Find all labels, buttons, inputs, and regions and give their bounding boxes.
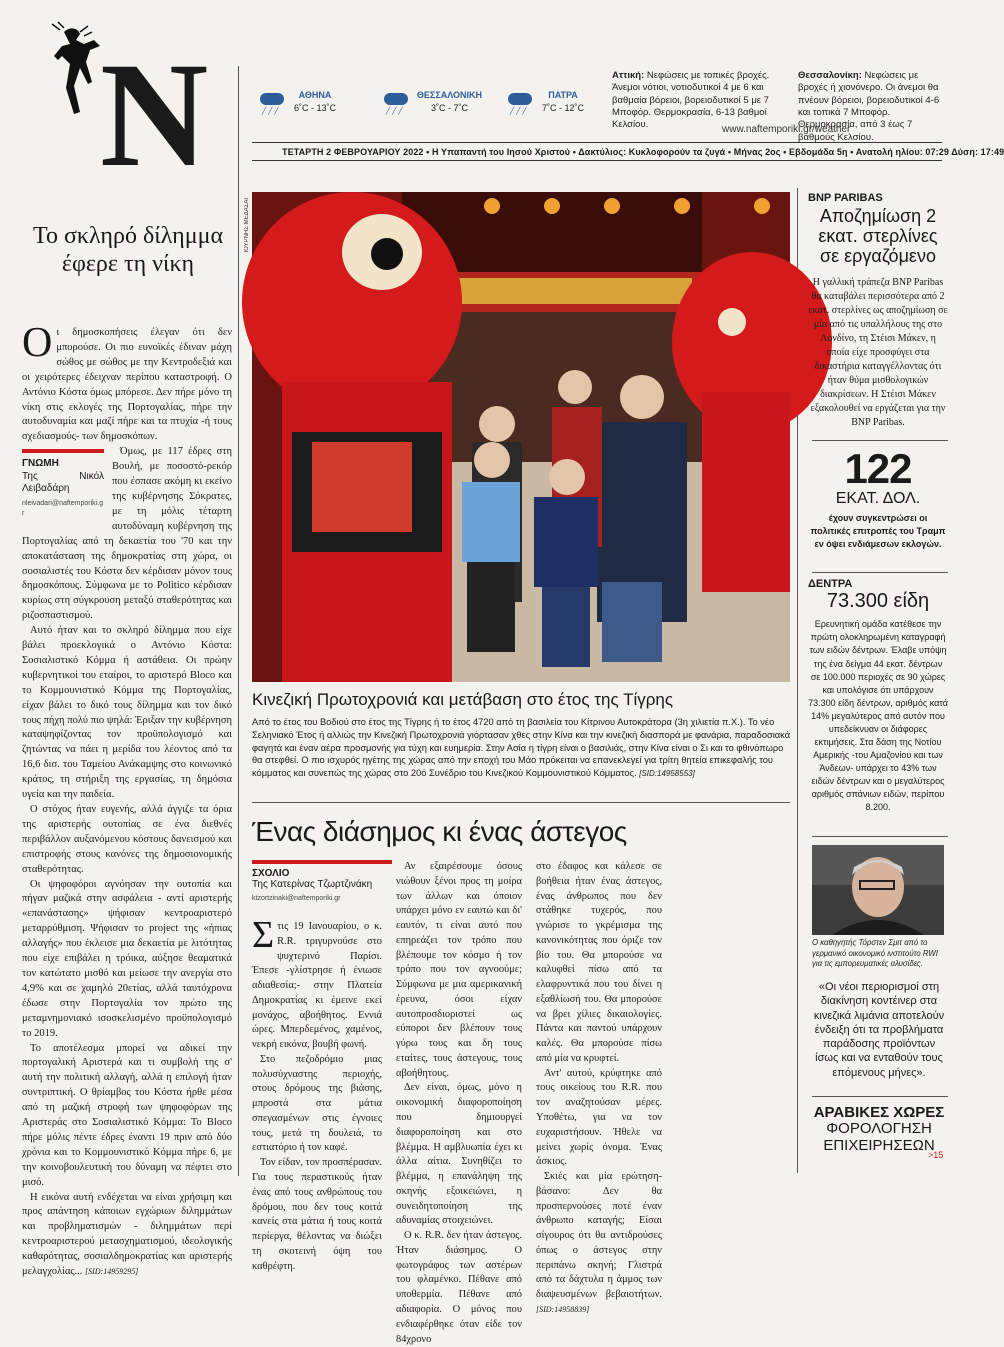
- dateline: ΤΕΤΑΡΤΗ 2 ΦΕΒΡΟΥΑΡΙΟΥ 2022 • Η Υπαπαντή του Ιησού Χριστού • Δακτύλιος: Κυκλοφορούν τα ζυγά • Μήνας 2ος • Εβδομάδα 5η • Ανατολή ηλίου: 07:29 Δύση: 17:49: [252, 142, 942, 161]
- paragraph: τις 19 Ιανουαρίου, ο κ. R.R. τριγυρνούσε στο ψυχτερινό Παρίσι. Έπεσε -γλίστρησε ή ένιωσε αδιαθεσία;- στην Πλατεία Δημοκρατίας κι έμεινε εκεί μονάχος, αβοήθητος. Εννιά ώρες. Μπερδεμένος, χαμένος, νεκρή εικόνα, βουβή φωνή.: [252, 921, 382, 1051]
- masthead-letter: N: [100, 32, 205, 198]
- paragraph: Ο κ. R.R. δεν ήταν άστεγος. Ήταν διάσημος. Ο φωτογράφος των αστέρων του φλαμένκο. Πέθανε από υποθερμία. Πέθανε από αδιαφορία. Ο μόνος που ενδιαφέρθηκε όταν είδε τον 84χρονο: [396, 1230, 522, 1345]
- opinion-body: [22, 320, 232, 1280]
- paragraph: Σκιές και μία ερώτηση-βάσανο: Δεν θα προσπερνούσες ποτέ έναν άνθρωπο καταγής; Είσαι σίγουρος ότι θα αντιδρούσες όπως ο άστεγος στην περιπάνω σκηνή; Γλιστρά από τα δάχτυλα η άμμος των διαψευσμένων βεβαιοτήτων.: [536, 1171, 662, 1301]
- story-column-3: [536, 860, 662, 1318]
- rail-divider: [812, 440, 948, 441]
- rain-cloud-icon: ╱╱╱: [506, 91, 534, 113]
- dropcap: Ο: [22, 320, 53, 366]
- teaser-line: ΦΟΡΟΛΟΓΗΣΗ: [826, 1120, 932, 1137]
- forecast-label: Αττική:: [612, 70, 645, 81]
- forecast-label: Θεσσαλονίκη:: [798, 70, 862, 81]
- weather-city-thessaloniki: [382, 82, 482, 122]
- photo-credit: ΙΟΥΡΝΗΣ ΜΕΔΑΣΑΙ: [244, 198, 250, 253]
- sid-tag: [SID:14958839]: [536, 1304, 590, 1314]
- rail-divider: [812, 836, 948, 837]
- forecast-text: Νεφώσεις με βροχές ή χιονόνερο. Οι άνεμοι θα πνέουν βόρειοι, βορειοδυτικοί 4-6 και τοπικά 7 Μποφόρ. Θερμοκρασία, από 3 έως 7 βαθμούς Κελσίου.: [798, 70, 940, 143]
- forecast-text: Νεφώσεις με τοπικές βροχές. Άνεμοι νότιοι, νοτιοδυτικοί 4 με 6 και βαθμαία βόρειοι, βορειοδυτικοί 5 με 7 Μποφόρ. Θερμοκρασία, 6-13 βαθμοί Κελσίου.: [612, 70, 770, 131]
- paragraph: Η εικόνα αυτή ενδέχεται να είναι χρήσιμη και προς απάντηση κάποιων εγχώριων διλημμάτων και προβληματισμών - διλημμάτων περί κεντροαριστερού μετασχηματισμού, ιδεολογικής καθαρότητας, σοσιαλδημοκρατίας και αριστερής μελαγχολίας...: [22, 1191, 232, 1278]
- photo-caption-title: Κινεζική Πρωτοχρονιά και μετάβαση στο έτος της Τίγρης: [252, 690, 674, 709]
- bnp-story: [808, 192, 948, 430]
- paragraph: Δεν είναι, όμως, μόνο η οικονομική διαφοροποίηση που δημιουργεί διαφοροποίηση και στο βλέμμα. Η αμβλυωπία έχει κι άλλα αίτια. Συνηθίζει το βλέμμα, η επανάληψη της σκηνής εξοικειώνει, η συνειδητοποίηση της αδυναμίας στοιχειώνει.: [396, 1082, 522, 1227]
- story-body: Ερευνητική ομάδα κατέθεσε την πρώτη ολοκληρωμένη καταγραφή των ειδών δέντρων. Έλαβε υπόψη της ένα δείγμα 44 εκατ. δέντρων σε 100.000 περιοχές σε 90 χώρες και υπολόγισε ότι υπάρχουν 73.300 είδη δέντρων, αριθμός κατά 14% μεγαλύτερος από αυτόν που υπεδείκνυαν οι διάφορες εκτιμήσεις. Στα δάση της Νοτίου Αμερικής -του Αμαζονίου και των Άνδεων- υπάρχει το 43% των ειδών δέντρων και ο μεγαλύτερος αριθμός σπάνιων ειδών, περίπου 8.200.: [808, 619, 948, 813]
- photo-caption-body: [252, 716, 792, 780]
- weather-city-patra: [506, 82, 606, 122]
- column-divider: [238, 66, 239, 1176]
- city-name: ΑΘΗΝΑ: [298, 90, 332, 101]
- paragraph: Το αποτέλεσμα μπορεί να αδικεί την πορτογαλική Αριστερά και τι συμβολή της σ' αυτή την πολιτική αλλαγή, αλλά η επιλογή ήταν συντριπτική. Ο θρίαμβος του Κόστα ήρθε μέσα από τη μαζική στροφή των ψηφοφόρων της Αριστεράς στο Σοσιαλιστικό Κόμμα: Το Bloco πήρε μόλις πέντε έδρες έναντι 19 πριν από δύο χρόνια και το Κομμουνιστικό Κόμμα πήρε 6, με την κοινοβουλευτική του δύναμη να πέφτει στο μισό.: [22, 1042, 232, 1188]
- paragraph: ι δημοσκοπήσεις έλεγαν ότι δεν μπορούσε. Οι πιο ευνοϊκές έδιναν μάχη σώθος με σώθος με την Κεντροδεξιά και οι χειρότερες έδειχναν περίπου καταστροφή. Ο Αντόνιο Κόστα όμως μπόρεσε. Δεν πήρε μόνο τη νίκη στις εκλογές της Πορτογαλίας, πήρε την αυτοδυναμία και μαζί πήρε και τα πτυχία -ή τους σχεδιασμούς- των δημοσκόπων.: [22, 327, 232, 443]
- story-column-2: [396, 860, 522, 1347]
- author-email[interactable]: nleivadari@naftemporiki.gr: [22, 500, 104, 518]
- story-columns: [252, 860, 792, 1345]
- city-temp: 3˚C - 7˚C: [430, 103, 468, 113]
- dropcap: Σ: [252, 914, 275, 956]
- story-headline: 73.300 είδη: [826, 590, 930, 612]
- paragraph: στο έδαφος και κάλεσε σε βοήθεια ήταν ένας άστεγος, ένας άνθρωπος που δεν στάθηκε τυχερός, που γνώρισε το γκρέμισμα της κανονικότητας που όριζε τον βίο του. Θα μπορούσε να καλυφθεί πίσω από τα ελαφρυντικά που του δίνει η εξαθλίωσή του. Θα μπορούσε να βρει χίλιες δικαιολογίες. Πάντα και παντού υπάρχουν καλές. Θα μπορούσε πίσω από μία να κρυφτεί.: [536, 861, 662, 1064]
- weather-strip: [258, 82, 606, 122]
- story-title: Ένας διάσημος κι ένας άστεγος: [252, 816, 627, 847]
- section-kicker: ΔΕΝΤΡΑ: [808, 578, 853, 590]
- city-temp: 6˚C - 13˚C: [294, 103, 337, 113]
- paragraph: Αντ' αυτού, κρύφτηκε από τους οικείους του R.R. που τον αναζητούσαν μέρες. Υποθέτω, για να τον ευχαριστήσουν. Ήθελε να μείνει χωρίς όνομα. Ένας άσκιος.: [536, 1067, 662, 1168]
- teaser-kicker: ΑΡΑΒΙΚΕΣ ΧΩΡΕΣ: [813, 1104, 945, 1121]
- forecast-attica: [612, 70, 784, 132]
- story-headline: Αποζημίωση 2 εκατ. στερλίνες σε εργαζόμενο: [818, 206, 938, 267]
- city-name: ΠΑΤΡΑ: [548, 90, 578, 101]
- number-body: έχουν συγκεντρώσει οι πολιτικές επιτροπές του Τραμπ εν όψει ενδιάμεσων εκλογών.: [810, 512, 946, 549]
- pull-quote: «Οι νέοι περιορισμοί στη διακίνηση κοντέινερ στα κινεζικά λιμάνια αποτελούν ένδειξη ότι τα προβλήματα παράδοσης προϊόντων ίσως και να ενταθούν τους επόμενους μήνες».: [813, 981, 945, 1079]
- city-temp: 7˚C - 12˚C: [542, 103, 585, 113]
- paragraph: Ο στόχος ήταν ευγενής, αλλά άγγιζε τα όρια της αριστερής ουτοπίας σε ένα διεθνές περιβάλλον αυξανόμενου κόστους δανεισμού και επιστροφής στους κανόνες της δημοσιονομικής σταθερότητας.: [22, 804, 232, 875]
- big-number: 122: [844, 445, 912, 492]
- section-kicker: BNP PARIBAS: [808, 192, 883, 204]
- sid-tag: [SID:14959295]: [85, 1267, 139, 1277]
- paragraph: Όμως, με 117 έδρες στη Βουλή, με ποσοστό-ρεκόρ που έσπασε ακόμη κι εκείνο της κυβέρνησης Σόκρατες, με τη μόλις τέταρτη αυτοδύναμη κυβέρνηση της Πορτογαλίας από τη δεκαετία του '70 και την αποκατάσταση της δημοκρατίας στη χώρα, οι σοσιαλιστές του Κόστα δεν κέρδισαν μόνον τους δημοσκόπους. Σύμφωνα με το Politico κέρδισαν κυρίως στη σύγκρουση μεταξύ σταθερότητας και ριζοσπαστισμού.: [22, 446, 232, 622]
- sid-tag: [SID:14958553]: [639, 769, 695, 779]
- story-column-1: [252, 914, 382, 1274]
- page-reference[interactable]: >15: [928, 1150, 944, 1160]
- paragraph: Τον είδαν, τον προσπέρασαν. Για τους περαστικούς ήταν ένας από τους ανθρώπους του δρόμου, που δεν τους κοιτά κανείς στα μάτια ή τους κοιτά περίεργα, θέλοντας να διώξει τη σκοτεινή όψη του καθρέφτη.: [252, 1157, 382, 1272]
- caption-text: Από το έτος του Βοδιού στο έτος της Τίγρης ή το έτος 4720 από τη βασιλεία του Κίτρινου Αυτοκράτορα (3η χιλιετία π.Χ.). Το νέο Σεληνιακό Έτος ή αλλιώς την Κινεζική Πρωτοχρονιά γιόρτασαν χθες στην Κίνα και την κινεζική διασπορά με φανάρια, παραδοσιακά φαγητά και έναν αέρα προσμονής για τύχη και ευημερία. Στην Ασία η τίγρη είναι ο βασιλιάς, στην Κίνα είναι ο Σι και το φθινόπωρο θα στεφθεί. Ο πιο ισχυρός ηγέτης της χώρας από την εποχή του Μάο πρόκειται να επανεκλεγεί για τρίτη θητεία επικεφαλής του κόμματος και συνεπώς της χώρας στο 20ό Συνέδριο του Κινεζικού Κομμουνιστικού Κόμματος.: [252, 717, 791, 779]
- rail-divider: [812, 1096, 948, 1097]
- paragraph: Οι ψηφοφόροι αγνόησαν την ουτοπία και πήγαν μαζικά στην ασφάλεια - αντί αριστερής «επανάστασης» ψήφισαν κεντροαριστερό μεταρρύθμιση. Ψήφισαν το project της «ήπιας αλλαγής» που έκλεισε μια δεκαετία με λιτότητας που είχε επιβάλει η τρόικα, αύξησε θεαματικά τον κατώτατο μισθό και μείωσε την ανεργία στο 4,9% και σε χαμηλό 20ετίας, αλλά ταυτόχρονα έδωσε στην Πορτογαλία τον πρώτο της μεταμνημονιακό ισοσκελισμένο προϋπολογισμό το 2019.: [22, 878, 232, 1039]
- section-kicker: ΓΝΩΜΗ: [22, 458, 59, 470]
- paragraph: Στο πεζοδρόμιο μιας πολυσύχναστης περιοχής, στους δρόμους της βιάσης, μπροστά στα μάτια σπεγασμένων στις έγνοιες τους, μετά τη δουλειά, το εστιατόριο ή τον καφέ.: [252, 1053, 382, 1154]
- arab-teaser: [812, 1104, 946, 1154]
- portrait-photo: [812, 845, 944, 935]
- paragraph: Αυτό ήταν και το σκληρό δίλημμα που είχε βάλει προεκλογικά ο Αντόνιο Κόστα: Σοσιαλιστικό Κόμμα ή αστάθεια. Οι πρώην κυβερνητικοί του εταίροι, το αριστερό Bloco και το Κομμουνιστικό Κόμμα της Πορτογαλίας, είχαν βάλει το δικό τους δίλημμα και τον δικό τους πήχη πολύ πιο ψηλά: Έριξαν την κυβέρνηση καταψηφίζοντας τον προϋπολογισμό και ζητώντας να πάει η μερίδα του λέοντος από τα 16,6 δισ. του Ταμείου Ανάκαμψης στο κοινωνικό κράτος, τη στήριξη της εργασίας, τη δημόσια υγεία και την παιδεία.: [22, 625, 232, 801]
- city-name: ΘΕΣΣΑΛΟΝΙΚΗ: [416, 90, 482, 101]
- author-email[interactable]: ktzortzinaki@naftemporiki.gr: [252, 895, 341, 902]
- rain-cloud-icon: ╱╱╱: [382, 91, 409, 113]
- weather-url[interactable]: www.naftemporiki.gr/weather: [722, 124, 851, 135]
- opinion-byline: [22, 449, 104, 519]
- weather-city-athens: [258, 82, 358, 122]
- section-kicker: ΣΧΟΛΙΟ: [252, 868, 290, 879]
- author-name: Της Κατερίνας Τζωρτζινάκη: [252, 879, 373, 890]
- portrait-caption: Ο καθηγητής Τόρστεν Σμιτ από το γερμανικό οικονομικό ινστιτούτο RWI για τις εμπορευματικές αλυσίδες.: [812, 938, 938, 969]
- rain-cloud-icon: ╱╱╱: [258, 91, 286, 113]
- paragraph: Αν εξαιρέσουμε όσους νιώθουν ξένοι προς τη μοίρα των άλλων και όποιον υπάρχει μόνο εν εαυτώ και δι' εαυτόν, τι είναι αυτό που επηρεάζει τον τρόπο που βλέπουμε τον κόσμο ή τον τρόπο που τον αγνοούμε; Σύμφωνα με μια αμερικανική έρευνα, όσοι είχαν αυτοπροσδιοριστεί ως εύποροι δεν βλέπουν τους γύρω τους και δη τους εταίτες, τους άστεγους, τους αβοήθητους.: [396, 861, 522, 1079]
- teaser-line: ΕΠΙΧΕΙΡΗΣΕΩΝ: [823, 1136, 935, 1154]
- author-name: Της Νικόλ Λειβαδάρη: [22, 471, 104, 495]
- number-unit: ΕΚΑΤ. ΔΟΛ.: [835, 490, 921, 507]
- lion-dance-photo: [252, 192, 790, 682]
- rail-divider: [812, 572, 948, 573]
- trees-story: [808, 578, 948, 814]
- section-divider: [252, 802, 790, 803]
- number-box: [808, 445, 948, 551]
- opinion-title: Το σκληρό δίλημμα έφερε τη νίκη: [32, 223, 224, 278]
- story-body: Η γαλλική τράπεζα BNP Paribas θα καταβάλει περισσότερα από 2 εκατ. στερλίνες ως αποζημίωση σε μία από τις υπαλλήλους της στο Λονδίνο, τη Στέισι Μάκεν, η οποία είχε προσφύγει στα δικαστήρια καταγγέλλοντας ότι ήταν θύμα μισθολογικών διακρίσεων. Η Στέισι Μάκεν εξακολουθεί να εργάζεται για την BNP Paribas.: [808, 277, 948, 429]
